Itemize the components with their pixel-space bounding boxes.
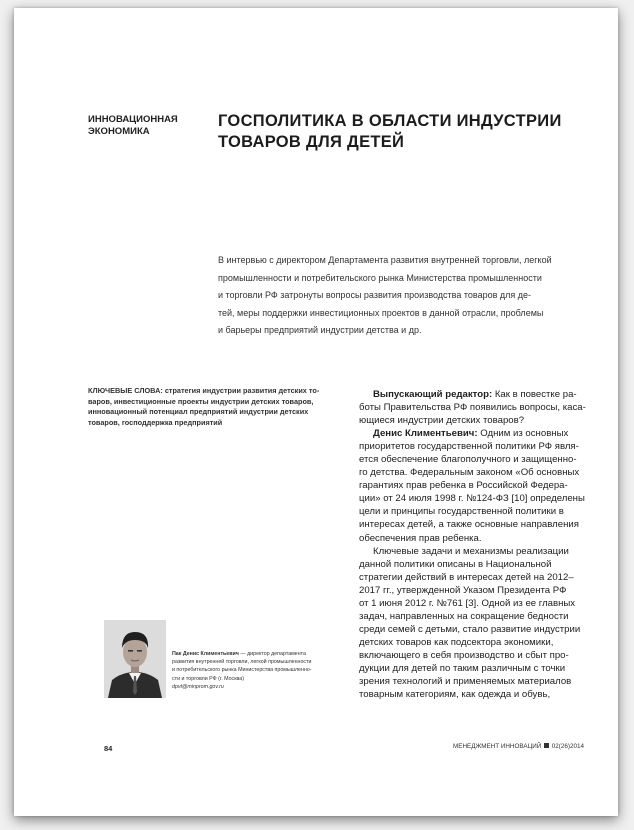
question-line: ющиеся индустрии детских товаров?: [359, 415, 525, 427]
body-line: среди семей с детьми, стало развитие индустрии: [359, 623, 581, 635]
author-bio: [172, 650, 362, 691]
bio-line: и потребительского рынка Министерства промышленно-: [172, 667, 312, 674]
section-label-line2: ЭКОНОМИКА: [88, 126, 150, 137]
page-number: 84: [104, 744, 113, 753]
author-photo: [104, 620, 166, 698]
body-line: ции» от 24 июля 1998 г. №124-ФЗ [10] определены: [359, 493, 585, 505]
body-line: детских товаров как подсектора экономики,: [359, 636, 554, 648]
body-line: цели и принципы государственной политики в: [359, 506, 564, 518]
article-body: [359, 388, 584, 701]
body-line: зрения технологий и применяемых материалов: [359, 676, 572, 688]
author-email[interactable]: dpvt@minprom.gov.ru: [172, 683, 224, 690]
square-separator-icon: [544, 743, 549, 748]
body-line: приоритетов государственной политики РФ явля-: [359, 441, 579, 453]
bio-line: [172, 650, 362, 658]
title-line1: ГОСПОЛИТИКА В ОБЛАСТИ ИНДУСТРИИ: [218, 112, 562, 130]
keywords-line: варов, инвестиционные проекты индустрии детских товаров,: [88, 396, 314, 406]
question-speaker: Выпускающий редактор:: [373, 389, 493, 400]
intro-paragraph: [218, 252, 606, 340]
body-line: данной политики описаны в Национальной: [359, 558, 552, 570]
article-title: [218, 111, 578, 153]
intro-line: В интервью с директором Департамента развития внутренней торговли, легкой: [218, 255, 552, 265]
question-text: Как в повестке ра-: [494, 389, 577, 400]
body-line: интересах детей, а также основные направления: [359, 519, 579, 531]
question-line: боты Правительства РФ появились вопросы, каса-: [359, 402, 586, 414]
body-line: го детства. Федеральным законом «Об основных: [359, 467, 580, 479]
intro-line: промышленности и потребительского рынка Министерства промышленности: [218, 272, 542, 283]
keywords-line: инновационный потенциал предприятий индустрии детских: [88, 407, 309, 417]
body-line: Ключевые задачи и механизмы реализации: [373, 545, 569, 557]
body-line: задач, направленных на сокращение бедности: [359, 610, 569, 622]
journal-footer: [452, 743, 584, 750]
body-line: от 1 июня 2012 г. №761 [3]. Одной из ее главных: [359, 597, 576, 609]
question-line: [359, 388, 584, 401]
bio-line: сти и торговли РФ (г. Москва): [172, 675, 244, 682]
section-label-line1: ИННОВАЦИОННАЯ: [88, 114, 178, 125]
section-label: [88, 114, 198, 138]
body-line: обеспечения прав ребенка.: [359, 532, 482, 544]
issue-number: 02(26)2014: [551, 743, 584, 750]
intro-line: и торговли РФ затронуты вопросы развития производства товаров для де-: [218, 290, 532, 300]
body-line: товарным категориям, как одежда и обувь,: [359, 689, 551, 701]
body-line: гарантиях прав ребенка в Российской Федера-: [359, 480, 568, 492]
answer-speaker: Денис Климентьевич:: [373, 428, 478, 440]
intro-line: и барьеры предприятий индустрии детства и др.: [218, 325, 422, 335]
bio-role: — директор департамента: [240, 651, 306, 657]
journal-name: МЕНЕДЖМЕНТ ИННОВАЦИЙ: [453, 743, 542, 750]
body-line: дукции для детей по таким различным с точки: [359, 662, 566, 674]
keywords-line: товаров, господдержка предприятий: [88, 417, 223, 427]
answer-text: Одним из основных: [480, 428, 569, 440]
keywords-block: [88, 386, 338, 428]
title-line2: ТОВАРОВ ДЛЯ ДЕТЕЙ: [218, 133, 405, 151]
keywords-line: КЛЮЧЕВЫЕ СЛОВА: стратегия индустрии развития детских то-: [88, 386, 320, 395]
body-line: стратегии действий в интересах детей на 2012–: [359, 571, 574, 583]
answer-line: [359, 427, 584, 440]
bio-line: развития внутренней торговли, легкой промышленности: [172, 659, 312, 666]
author-portrait-image: [104, 620, 166, 698]
magazine-page: [14, 8, 618, 816]
intro-line: тей, меры поддержки инвестиционных проектов в данной отрасли, проблемы: [218, 307, 544, 318]
author-name: Пак Денис Климентьевич: [172, 651, 239, 657]
body-line: 2017 гг., утвержденной Указом Президента РФ: [359, 584, 567, 596]
body-line: включающего в себя производство и сбыт про-: [359, 649, 569, 661]
body-line: ется обеспечение благополучного и защищенно-: [359, 454, 577, 466]
